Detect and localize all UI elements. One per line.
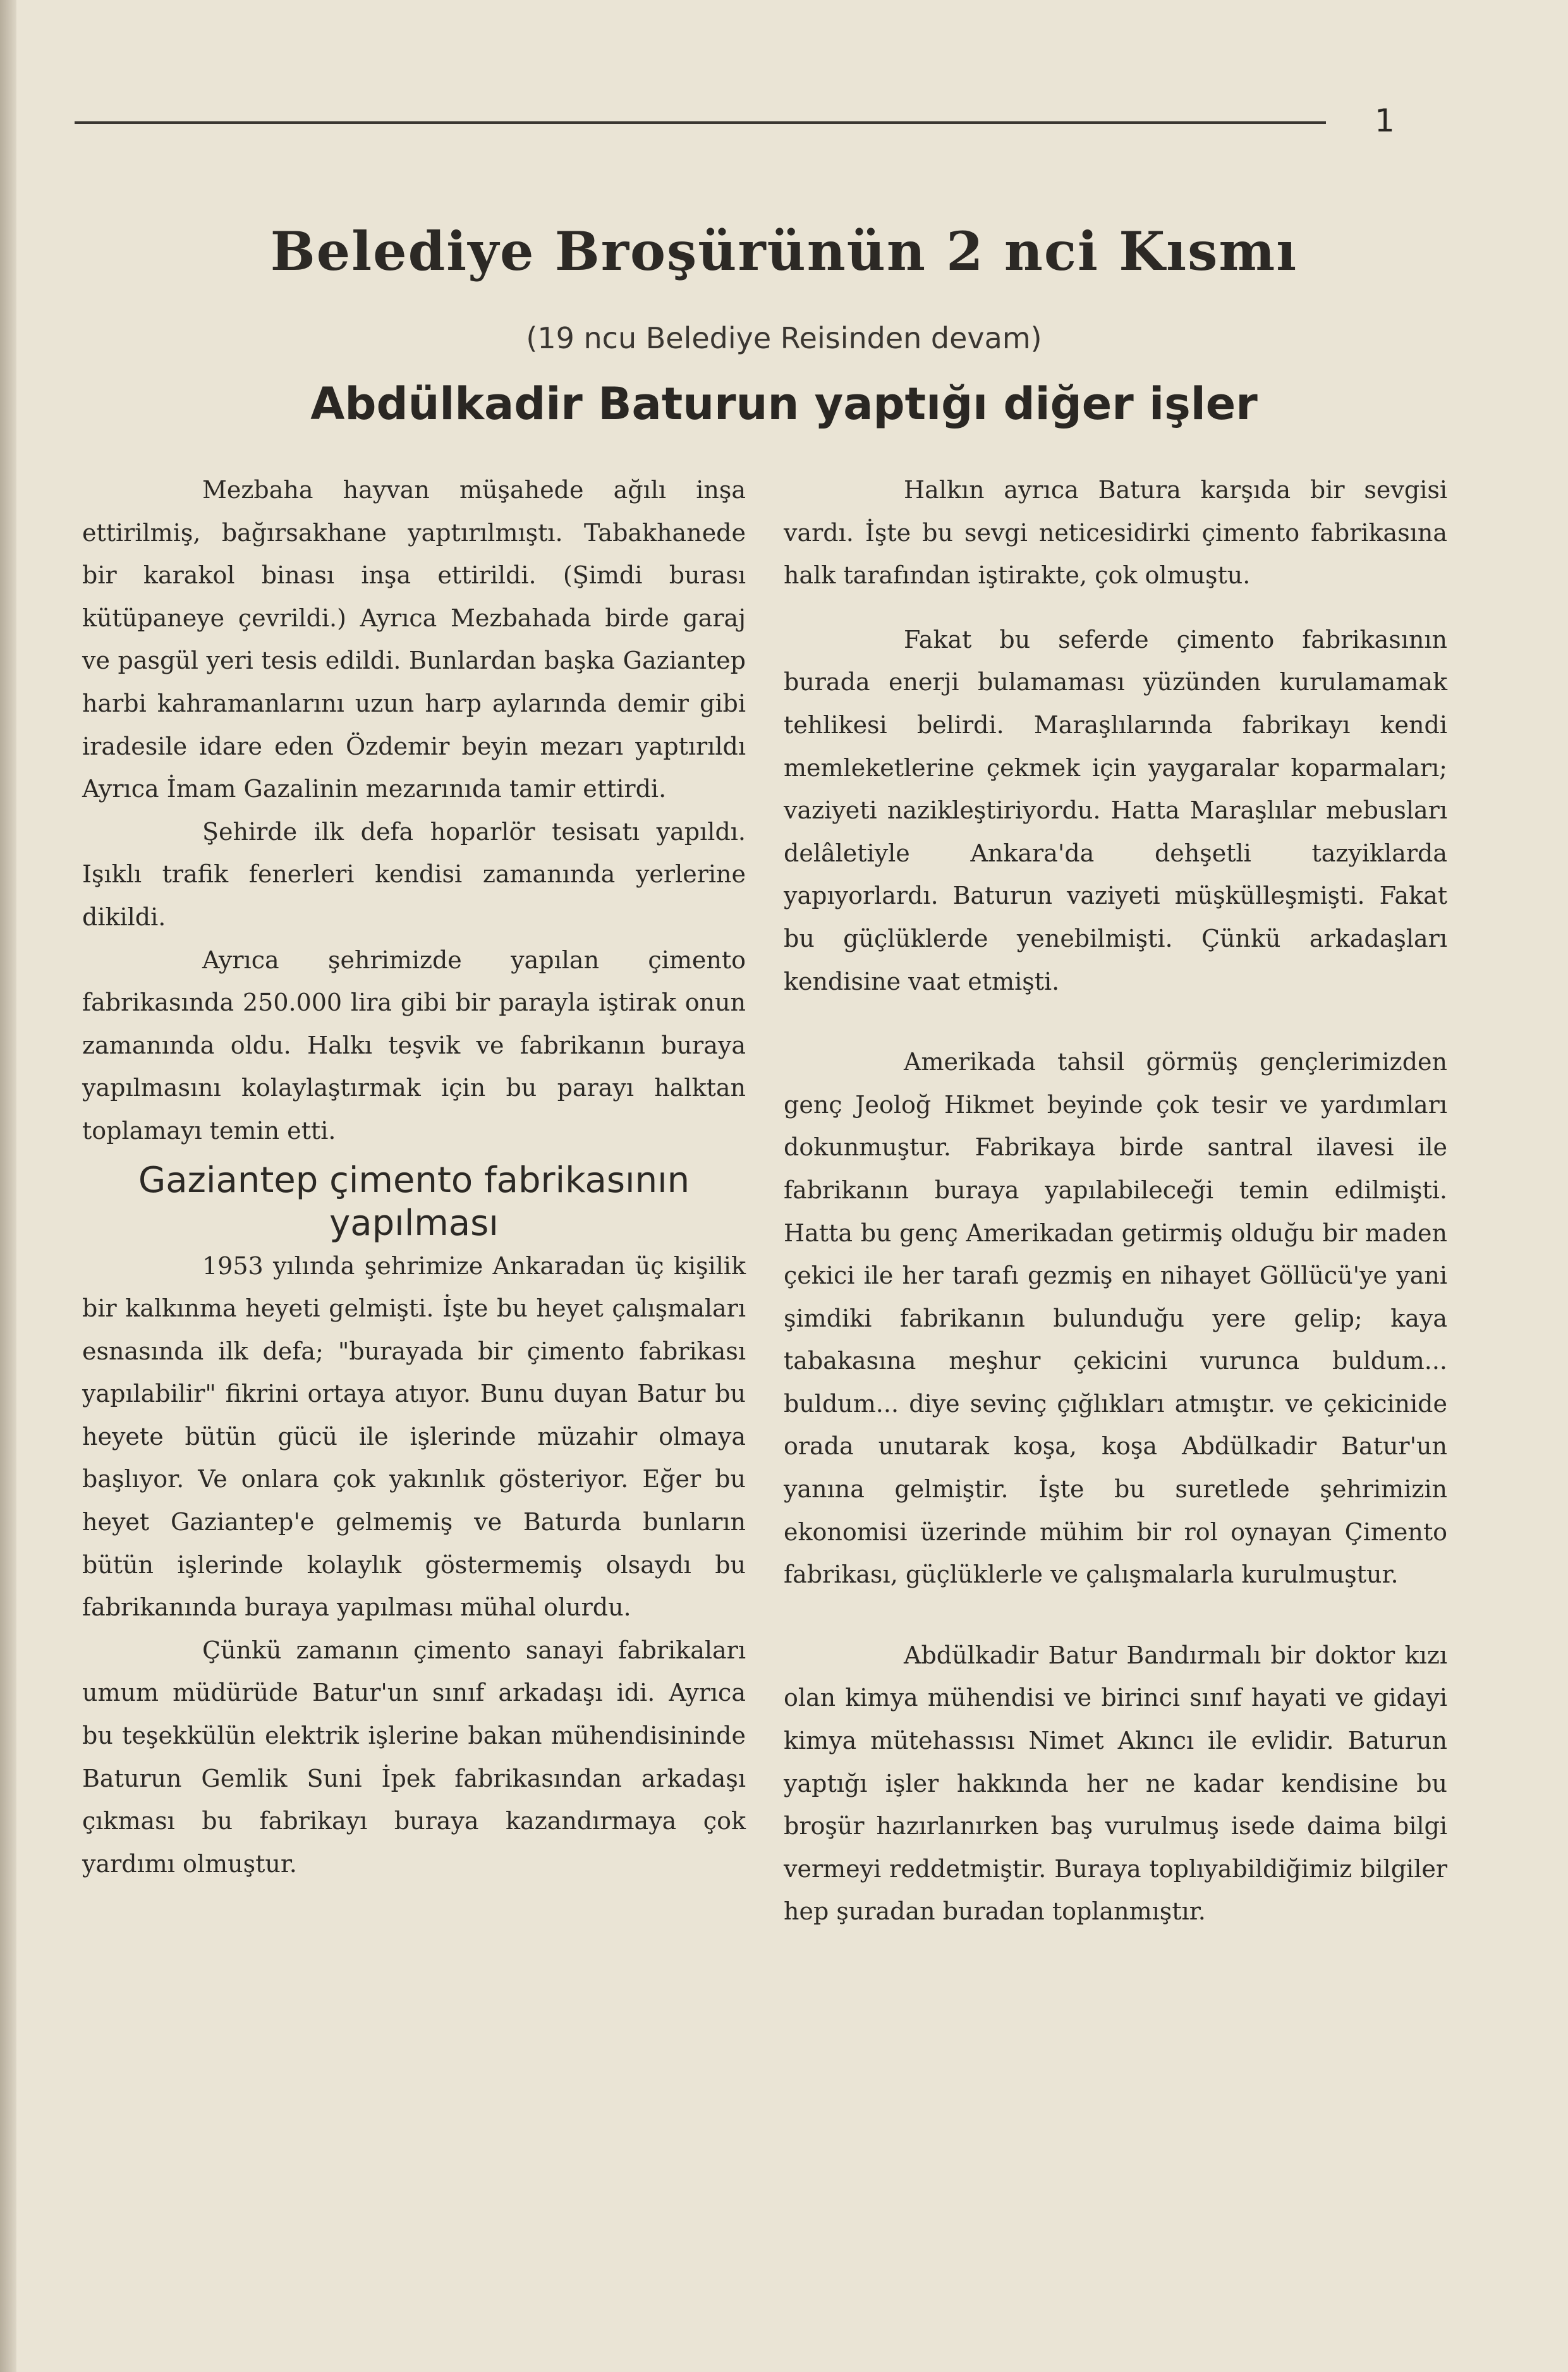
right-column [784, 469, 1447, 1933]
paragraph: Mezbaha hayvan müşahede ağılı inşa ettirilmiş, bağırsakhane yaptırılmıştı. Tabakhanede bir karakol binası inşa ettirildi. (Şimdi burası kütüpaneye çevrildi.) Ayrıca Mezbahada birde garaj ve pasgül yeri tesis edildi. Bunlardan başka Gaziantep harbi kahramanlarını uzun harp aylarında demir gibi iradesile idare eden Özdemir beyin mezarı yaptırıldı Ayrıca İmam Gazalinin mezarınıda tamir ettirdi. [82, 476, 746, 803]
paragraph: Çünkü zamanın çimento sanayi fabrikaları umum müdürüde Batur'un sınıf arkadaşı idi. Ayrıca bu teşekkülün elektrik işlerine bakan mühendisininde Baturun Gemlik Suni İpek fabrikasından arkadaşı çıkması bu fabrikayı buraya kazandırmaya çok yardımı olmuştur. [82, 1636, 746, 1878]
column-heading: Gaziantep çimento fabrikasının yapılması [138, 1159, 690, 1244]
page-subtitle: (19 ncu Belediye Reisinden devam) [526, 321, 1042, 355]
left-column [82, 469, 746, 1885]
page-title: Belediye Broşürünün 2 nci Kısmı [270, 220, 1298, 283]
paragraph: Halkın ayrıca Batura karşıda bir sevgisi vardı. İşte bu sevgi neticesidirki çimento fabrikasına halk tarafından iştirakte, çok olmuştu. [784, 476, 1447, 590]
section-title: Abdülkadir Baturun yaptığı diğer işler [310, 378, 1258, 430]
paragraph: 1953 yılında şehrimize Ankaradan üç kişilik bir kalkınma heyeti gelmişti. İşte bu heyet çalışmaları esnasında ilk defa; "burayada bir çimento fabrikası yapılabilir" fikrini ortaya atıyor. Bunu duyan Batur bu heyete bütün gücü ile işlerinde müzahir olmaya başlıyor. Ve onlara çok yakınlık gösteriyor. Eğer bu heyet Gaziantep'e gelmemiş ve Baturda bunların bütün işlerinde kolaylık göstermemiş olsaydı bu fabrikanında buraya yapılması mühal olurdu. [82, 1251, 746, 1622]
paragraph: Ayrıca şehrimizde yapılan çimento fabrikasında 250.000 lira gibi bir parayla iştirak onun zamanında oldu. Halkı teşvik ve fabrikanın buraya yapılmasını kolaylaştırmak için bu parayı halktan toplamayı temin etti. [82, 946, 746, 1145]
page-binding-edge [0, 0, 16, 2372]
paragraph: Fakat bu seferde çimento fabrikasının burada enerji bulamaması yüzünden kurulamamak tehlikesi belirdi. Maraşlılarında fabrikayı kendi memleketlerine çekmek için yaygaralar koparmaları; vaziyeti nazikleştiriyordu. Hatta Maraşlılar mebusları delâletiyle Ankara'da dehşetli tazyiklarda yapıyorlardı. Baturun vaziyeti müşkülleşmişti. Fakat bu güçlüklerde yenebilmişti. Çünkü arkadaşları kendisine vaat etmişti. [784, 625, 1447, 995]
paragraph: Amerikada tahsil görmüş gençlerimizden genç Jeoloğ Hikmet beyinde çok tesir ve yardımları dokunmuştur. Fabrikaya birde santral ilavesi ile fabrikanın buraya yapılabileceği temin edilmişti. Hatta bu genç Amerikadan getirmiş olduğu bir maden çekici ile her tarafı gezmiş en nihayet Göllücü'ye yani şimdiki fabrikanın bulunduğu yere gelip; kaya tabakasına meşhur çekicini vurunca buldum... buldum... diye sevinç çığlıkları atmıştır. ve çekicinide orada unutarak koşa, koşa Abdülkadir Batur'un yanına gelmiştir. İşte bu suretlede şehrimizin ekonomisi üzerinde mühim bir rol oynayan Çimento fabrikası, güçlüklerle ve çalışmalarla kurulmuştur. [784, 1048, 1447, 1589]
page-number: 1 [1375, 102, 1395, 139]
paragraph: Şehirde ilk defa hoparlör tesisatı yapıldı. Işıklı trafik fenerleri kendisi zamanında yerlerine dikildi. [82, 817, 746, 931]
paragraph: Abdülkadir Batur Bandırmalı bir doktor kızı olan kimya mühendisi ve birinci sınıf hayati ve gidayi kimya mütehassısı Nimet Akıncı ile evlidir. Baturun yaptığı işler hakkında her ne kadar kendisine bu broşür hazırlanırken baş vurulmuş isede daima bilgi vermeyi reddetmiştir. Buraya toplıyabildiğimiz bilgiler hep şuradan buradan toplanmıştır. [784, 1641, 1447, 1926]
header-rule [75, 121, 1326, 124]
